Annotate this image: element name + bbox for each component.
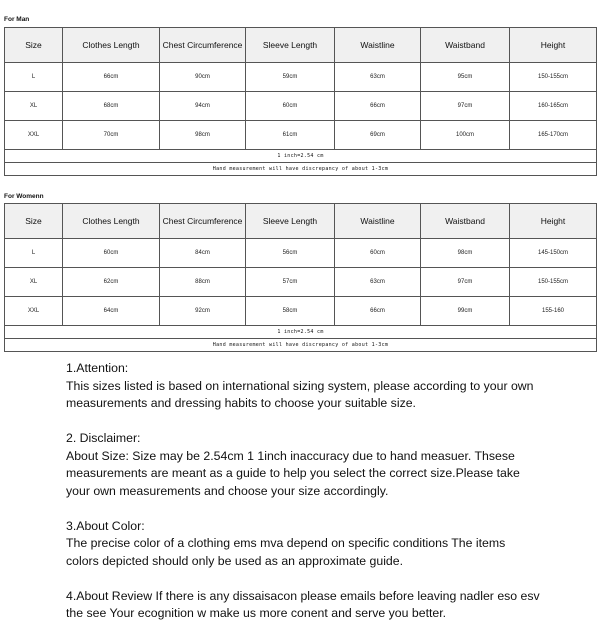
table-row — [5, 63, 597, 92]
header-size: Size — [5, 28, 63, 63]
cell-sleeve-length: 57cm — [246, 268, 335, 297]
note-heading: 2. Disclaimer: — [66, 431, 141, 445]
cell-waistband: 97cm — [421, 268, 510, 297]
cell-height: 150-155cm — [510, 268, 597, 297]
table-row — [5, 239, 597, 268]
note-line: measurements and dressing habits to choose your suitable size. — [66, 396, 416, 410]
cell-waistline: 69cm — [335, 121, 421, 150]
cell-waistline: 63cm — [335, 63, 421, 92]
header-height: Height — [510, 204, 597, 239]
note-line: This sizes listed is based on international sizing system, please according to your own — [66, 378, 534, 393]
cell-clothes-length: 60cm — [63, 239, 160, 268]
table-note-row — [5, 163, 597, 176]
header-waistline: Waistline — [335, 28, 421, 63]
cell-sleeve-length: 60cm — [246, 92, 335, 121]
cell-waistline: 60cm — [335, 239, 421, 268]
table-header-row — [5, 204, 597, 239]
cell-waistline: 63cm — [335, 268, 421, 297]
header-sleeve-length: Sleeve Length — [246, 28, 335, 63]
cell-height: 145-150cm — [510, 239, 597, 268]
cell-height: 165-170cm — [510, 121, 597, 150]
cell-size: XL — [5, 92, 63, 121]
cell-sleeve-length: 61cm — [246, 121, 335, 150]
cell-waistband: 97cm — [421, 92, 510, 121]
note-heading: 3.About Color: — [66, 518, 145, 533]
header-height: Height — [510, 28, 597, 63]
cell-chest-circumference: 98cm — [160, 121, 246, 150]
header-chest-circumference: Chest Circumference — [160, 204, 246, 239]
header-size: Size — [5, 204, 63, 239]
note-line: colors depicted should only be used as an approximate guide. — [66, 553, 404, 568]
header-waistband: Waistband — [421, 204, 510, 239]
cell-waistband: 100cm — [421, 121, 510, 150]
header-clothes-length: Clothes Length — [63, 28, 160, 63]
cell-chest-circumference: 88cm — [160, 268, 246, 297]
cell-height: 150-155cm — [510, 63, 597, 92]
disclaimer-note — [66, 430, 591, 500]
cell-chest-circumference: 94cm — [160, 92, 246, 121]
cell-size: L — [5, 239, 63, 268]
header-waistline: Waistline — [335, 204, 421, 239]
inch-conversion-note: 1 inch=2.54 cm — [5, 150, 597, 163]
table-note-row — [5, 150, 597, 163]
note-line: the see Your ecognition w make us more conent and serve you better. — [66, 606, 447, 620]
note-line: your own measurements and choose your size accordingly. — [66, 483, 389, 498]
cell-sleeve-length: 59cm — [246, 63, 335, 92]
cell-chest-circumference: 84cm — [160, 239, 246, 268]
measurement-discrepancy-note: Hand measurement will have discrepancy of about 1-3cm — [5, 339, 597, 352]
attention-note — [66, 360, 591, 413]
table-note-row — [5, 326, 597, 339]
table-note-row — [5, 339, 597, 352]
cell-waistband: 95cm — [421, 63, 510, 92]
header-sleeve-length: Sleeve Length — [246, 204, 335, 239]
cell-chest-circumference: 90cm — [160, 63, 246, 92]
table-row — [5, 268, 597, 297]
table-header-row — [5, 28, 597, 63]
cell-clothes-length: 66cm — [63, 63, 160, 92]
man-size-table — [4, 27, 597, 176]
cell-chest-circumference: 92cm — [160, 297, 246, 326]
cell-waistband: 99cm — [421, 297, 510, 326]
man-section-title: For Man — [4, 16, 30, 23]
cell-clothes-length: 68cm — [63, 92, 160, 121]
header-clothes-length: Clothes Length — [63, 204, 160, 239]
note-line: The precise color of a clothing ems mva depend on specific conditions The items — [66, 536, 506, 550]
color-note — [66, 518, 591, 571]
note-heading: 1.Attention: — [66, 361, 129, 375]
note-line: About Size: Size may be 2.54cm 1 1inch inaccuracy due to hand measuer. Thsese — [66, 448, 515, 463]
cell-waistband: 98cm — [421, 239, 510, 268]
cell-clothes-length: 64cm — [63, 297, 160, 326]
header-chest-circumference: Chest Circumference — [160, 28, 246, 63]
cell-clothes-length: 70cm — [63, 121, 160, 150]
cell-height: 155-160 — [510, 297, 597, 326]
women-size-table — [4, 203, 597, 352]
cell-sleeve-length: 56cm — [246, 239, 335, 268]
table-row — [5, 121, 597, 150]
note-line: measurements are meant as a guide to help you select the correct size.Please take — [66, 466, 520, 480]
cell-size: XL — [5, 268, 63, 297]
header-waistband: Waistband — [421, 28, 510, 63]
note-line: 4.About Review If there is any dissaisacon please emails before leaving nadler eso esv — [66, 588, 540, 603]
cell-clothes-length: 62cm — [63, 268, 160, 297]
cell-size: XXL — [5, 297, 63, 326]
measurement-discrepancy-note: Hand measurement will have discrepancy of about 1-3cm — [5, 163, 597, 176]
cell-waistline: 66cm — [335, 92, 421, 121]
cell-size: XXL — [5, 121, 63, 150]
cell-waistline: 66cm — [335, 297, 421, 326]
table-row — [5, 92, 597, 121]
cell-size: L — [5, 63, 63, 92]
cell-sleeve-length: 58cm — [246, 297, 335, 326]
table-row — [5, 297, 597, 326]
inch-conversion-note: 1 inch=2.54 cm — [5, 326, 597, 339]
cell-height: 160-165cm — [510, 92, 597, 121]
women-section-title: For Womenn — [4, 193, 44, 200]
review-note — [66, 588, 591, 623]
size-notes — [66, 360, 591, 640]
